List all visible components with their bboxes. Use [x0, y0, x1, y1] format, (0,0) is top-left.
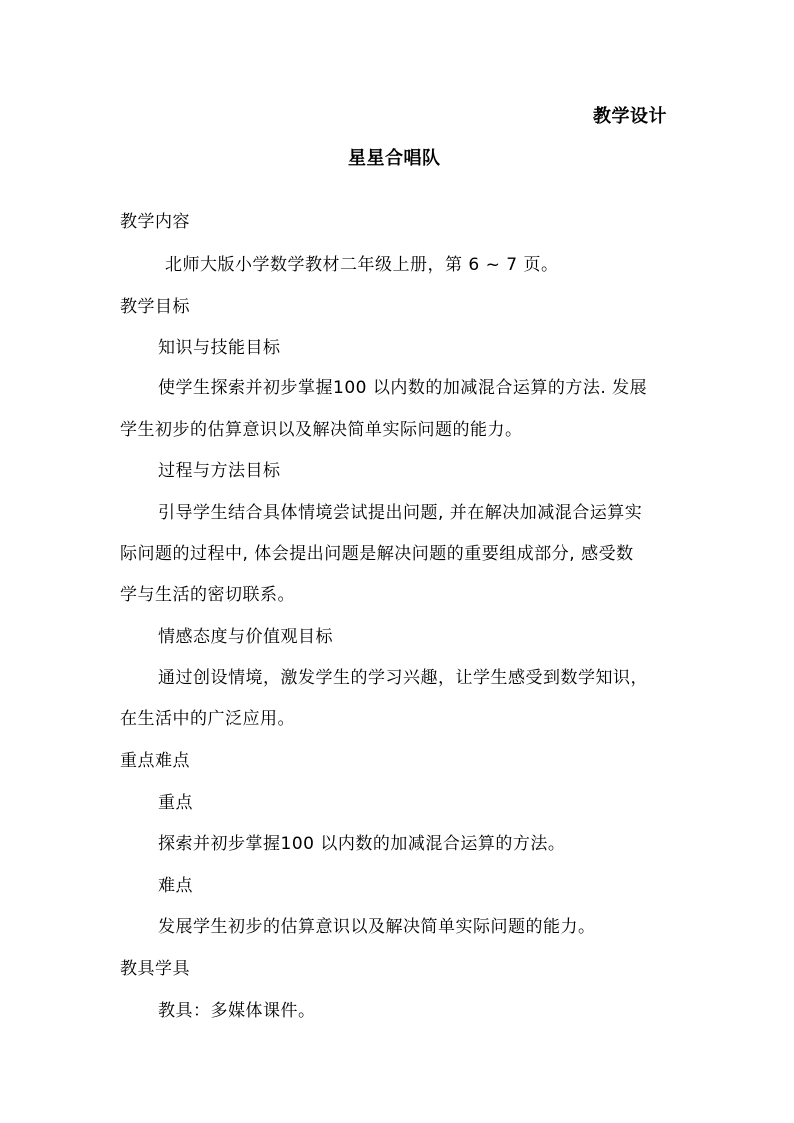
knowledge-text-line: 使学生探索并初步掌握100 以内数的加减混合运算的方法. 发展 [158, 378, 648, 398]
process-text-line: 际问题的过程中, 体会提出问题是解决问题的重要组成部分, 感受数 [120, 544, 634, 564]
section-heading-key-points: 重点难点 [120, 751, 190, 771]
knowledge-text-line: 学生初步的估算意识以及解决简单实际问题的能力。 [120, 420, 523, 440]
section-heading-tools: 教具学具 [120, 959, 190, 979]
lesson-title: 星星合唱队 [348, 148, 441, 169]
subheading-process: 过程与方法目标 [158, 461, 281, 481]
process-text-line: 引导学生结合具体情境尝试提出问题, 并在解决加减混合运算实 [158, 503, 643, 523]
process-text-line: 学与生活的密切联系。 [120, 585, 295, 605]
section-heading-content: 教学内容 [120, 212, 190, 232]
section-heading-goals: 教学目标 [120, 297, 190, 317]
emotion-text-line: 在生活中的广泛应用。 [120, 709, 295, 729]
subheading-knowledge: 知识与技能目标 [158, 338, 281, 358]
subheading-difficult: 难点 [158, 876, 193, 896]
tools-text: 教具：多媒体课件。 [158, 1001, 316, 1021]
subheading-key: 重点 [158, 793, 193, 813]
emotion-text-line: 通过创设情境，激发学生的学习兴趣，让学生感受到数学知识， [158, 668, 648, 688]
subheading-emotion: 情感态度与价值观目标 [158, 627, 333, 647]
document-type: 教学设计 [593, 106, 667, 127]
key-text: 探索并初步掌握100 以内数的加减混合运算的方法。 [158, 834, 566, 854]
difficult-text: 发展学生初步的估算意识以及解决简单实际问题的能力。 [158, 917, 596, 937]
content-text: 北师大版小学数学教材二年级上册，第 6 ~ 7 页。 [165, 255, 559, 275]
